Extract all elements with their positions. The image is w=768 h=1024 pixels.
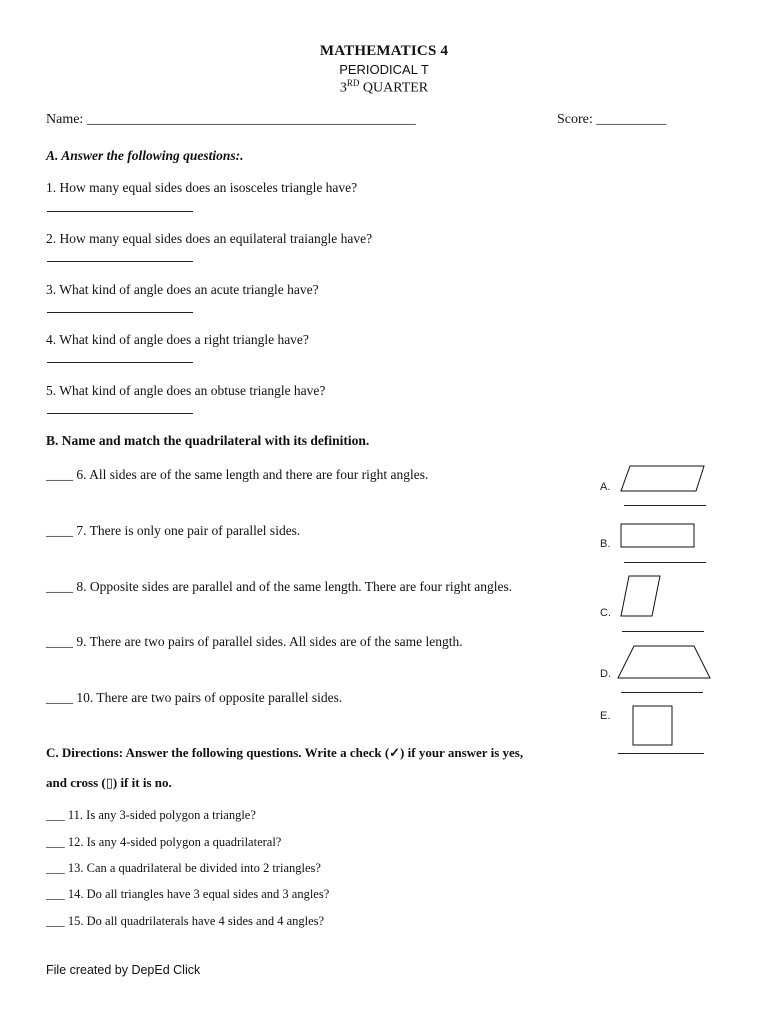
shape-answer-line-c[interactable] (622, 631, 704, 632)
square-icon (632, 705, 674, 747)
score-field[interactable]: Score: __________ (557, 112, 667, 127)
section-b-heading: B. Name and match the quadrilateral with its definition. (46, 433, 370, 448)
document-title: MATHEMATICS 4 (319, 43, 449, 59)
answer-line-2[interactable] (47, 261, 193, 262)
check-item-12[interactable]: ___ 12. Is any 4-sided polygon a quadrilateral? (46, 835, 282, 849)
match-item-9[interactable]: ____ 9. There are two pairs of parallel sides. All sides are of the same length. (46, 634, 463, 649)
name-field[interactable]: Name: _______________________________________________ (46, 112, 416, 127)
quarter-number: 3 (339, 80, 347, 96)
section-a-heading: A. Answer the following questions:. (46, 148, 244, 163)
shape-answer-line-e[interactable] (618, 753, 704, 754)
shape-label-e: E. (600, 710, 611, 722)
quarter-label (0, 78, 768, 97)
check-item-14[interactable]: ___ 14. Do all triangles have 3 equal sides and 3 angles? (46, 887, 330, 901)
shape-label-b: B. (600, 538, 611, 550)
check-item-13[interactable]: ___ 13. Can a quadrilateral be divided into 2 triangles? (46, 861, 321, 875)
document-subtitle: PERIODICAL T (339, 62, 429, 77)
question-4: 4. What kind of angle does a right triangle have? (46, 332, 309, 347)
question-5: 5. What kind of angle does an obtuse triangle have? (46, 383, 326, 398)
shape-answer-line-b[interactable] (624, 562, 706, 563)
section-c-heading: C. Directions: Answer the following questions. Write a check (✓) if your answer is yes, (46, 745, 524, 760)
match-item-8[interactable]: ____ 8. Opposite sides are parallel and of the same length. There are four right angles. (46, 579, 513, 594)
question-1: 1. How many equal sides does an isosceles triangle have? (46, 180, 358, 195)
answer-line-4[interactable] (47, 362, 193, 363)
quarter-text: QUARTER (359, 80, 429, 96)
answer-line-3[interactable] (47, 312, 193, 313)
shape-answer-line-d[interactable] (621, 692, 703, 693)
answer-line-1[interactable] (47, 211, 193, 212)
shape-label-a: A. (600, 481, 611, 493)
quarter-superscript: RD (346, 78, 360, 88)
parallelogram-icon (620, 465, 706, 493)
match-item-10[interactable]: ____ 10. There are two pairs of opposite parallel sides. (46, 690, 343, 705)
footer-credit: File created by DepEd Click (46, 963, 201, 977)
question-2: 2. How many equal sides does an equilateral traiangle have? (46, 231, 373, 246)
rectangle-icon (620, 523, 696, 549)
rhombus-icon (620, 574, 662, 618)
check-item-15[interactable]: ___ 15. Do all quadrilaterals have 4 sides and 4 angles? (46, 914, 325, 928)
answer-line-5[interactable] (47, 413, 193, 414)
shape-label-d: D. (600, 668, 611, 680)
match-item-7[interactable]: ____ 7. There is only one pair of parallel sides. (46, 523, 301, 538)
trapezoid-icon (616, 644, 712, 680)
section-c-heading-cont: and cross (▯) if it is no. (46, 775, 172, 790)
check-item-11[interactable]: ___ 11. Is any 3-sided polygon a triangle? (46, 808, 256, 822)
shape-label-c: C. (600, 607, 611, 619)
match-item-6[interactable]: ____ 6. All sides are of the same length and there are four right angles. (46, 467, 429, 482)
question-3: 3. What kind of angle does an acute triangle have? (46, 282, 319, 297)
shape-answer-line-a[interactable] (624, 505, 706, 506)
